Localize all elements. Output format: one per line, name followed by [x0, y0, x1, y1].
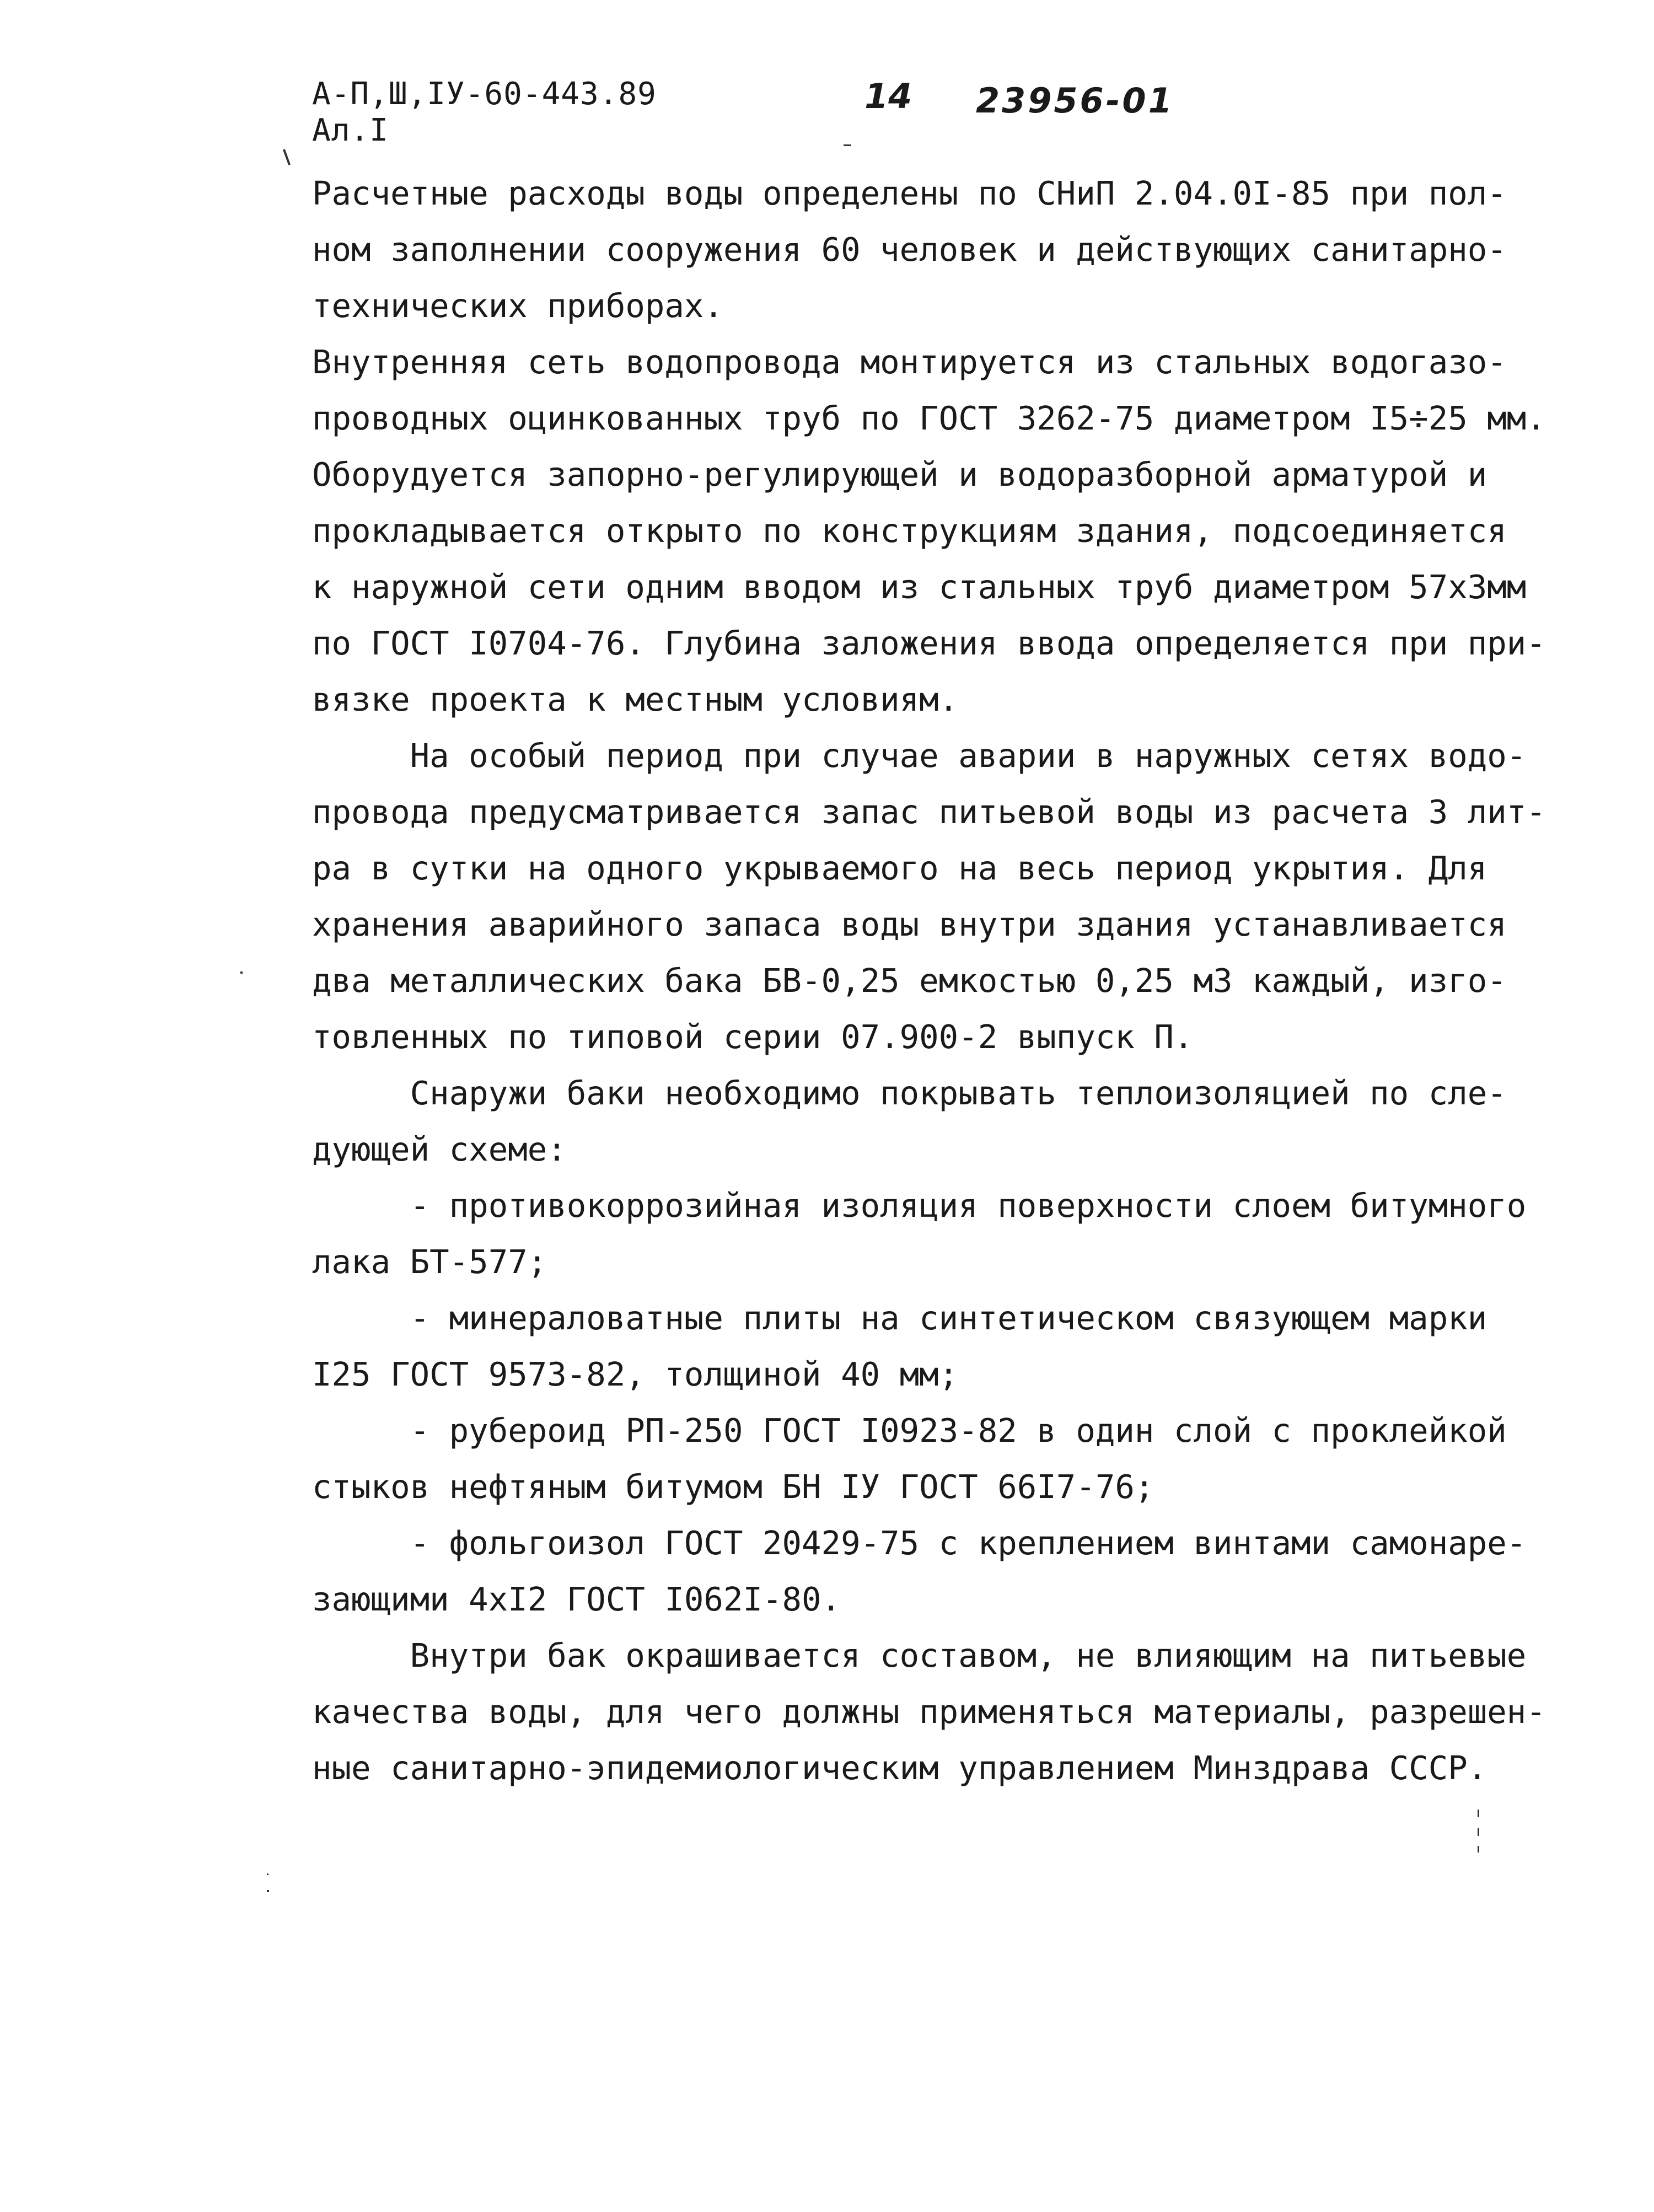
body-line: качества воды, для чего должны применяться материалы, разрешен-: [312, 1693, 1546, 1731]
body-line: стыков нефтяным битумом БН IУ ГОСТ 66I7-76;: [312, 1468, 1154, 1506]
scan-speck: [1478, 1846, 1479, 1853]
scan-speck: [1478, 1828, 1479, 1836]
body-line: Снаружи баки необходимо покрывать теплоизоляцией по сле-: [312, 1074, 1507, 1112]
body-line: проводных оцинкованных труб по ГОСТ 3262-75 диаметром I5÷25 мм.: [312, 399, 1546, 437]
page-number: 14: [864, 76, 912, 116]
body-line: - фольгоизол ГОСТ 20429-75 с креплением винтами самонаре-: [312, 1524, 1527, 1562]
body-line: провода предусматривается запас питьевой воды из расчета 3 лит-: [312, 793, 1546, 831]
body-line: хранения аварийного запаса воды внутри здания устанавливается: [312, 905, 1507, 943]
scan-speck: [844, 144, 851, 146]
body-line: I25 ГОСТ 9573-82, толщиной 40 мм;: [312, 1355, 959, 1393]
scan-speck: [267, 1890, 269, 1892]
body-line: Внутри бак окрашивается составом, не влияющим на питьевые: [312, 1636, 1527, 1674]
body-line: ра в сутки на одного укрываемого на весь период укрытия. Для: [312, 849, 1487, 887]
document-code-line-2: Ал.I: [312, 112, 389, 148]
body-line: прокладывается открыто по конструкциям здания, подсоединяется: [312, 512, 1507, 550]
body-line: к наружной сети одним вводом из стальных труб диаметром 57х3мм: [312, 568, 1527, 606]
body-line: - минераловатные плиты на синтетическом связующем марки: [312, 1299, 1487, 1337]
body-line: - противокоррозийная изоляция поверхности слоем битумного: [312, 1186, 1527, 1225]
body-line: Оборудуется запорно-регулирующей и водоразборной арматурой и: [312, 455, 1487, 493]
scan-speck: [240, 971, 243, 974]
body-line: зающими 4хI2 ГОСТ I062I-80.: [312, 1580, 841, 1618]
scan-speck: [283, 149, 291, 165]
body-line: дующей схеме:: [312, 1130, 567, 1168]
body-line: На особый период при случае аварии в наружных сетях водо-: [312, 737, 1527, 775]
body-line: по ГОСТ I0704-76. Глубина заложения ввода определяется при при-: [312, 624, 1546, 662]
document-number: 23956-01: [976, 80, 1174, 121]
body-line: вязке проекта к местным условиям.: [312, 680, 959, 718]
scan-speck: [267, 1873, 268, 1875]
body-line: технических приборах.: [312, 287, 723, 325]
body-line: Внутренняя сеть водопровода монтируется из стальных водогазо-: [312, 343, 1507, 381]
scan-speck: [1478, 1810, 1479, 1817]
body-line: ном заполнении сооружения 60 человек и действующих санитарно-: [312, 230, 1507, 269]
body-line: - рубероид РП-250 ГОСТ I0923-82 в один слой с проклейкой: [312, 1411, 1507, 1449]
body-line: ные санитарно-эпидемиологическим управлением Минздрава СССР.: [312, 1749, 1487, 1787]
document-code: [312, 76, 657, 149]
document-code-line-1: А-П,Ш,IУ-60-443.89: [312, 76, 657, 112]
body-line: два металлических бака БВ-0,25 емкостью 0,25 м3 каждый, изго-: [312, 962, 1507, 1000]
body-line: Расчетные расходы воды определены по СНиП 2.04.0I-85 при пол-: [312, 174, 1507, 212]
document-body: [312, 165, 1546, 1796]
body-line: лака БТ-577;: [312, 1243, 547, 1281]
body-line: товленных по типовой серии 07.900-2 выпуск П.: [312, 1018, 1194, 1056]
